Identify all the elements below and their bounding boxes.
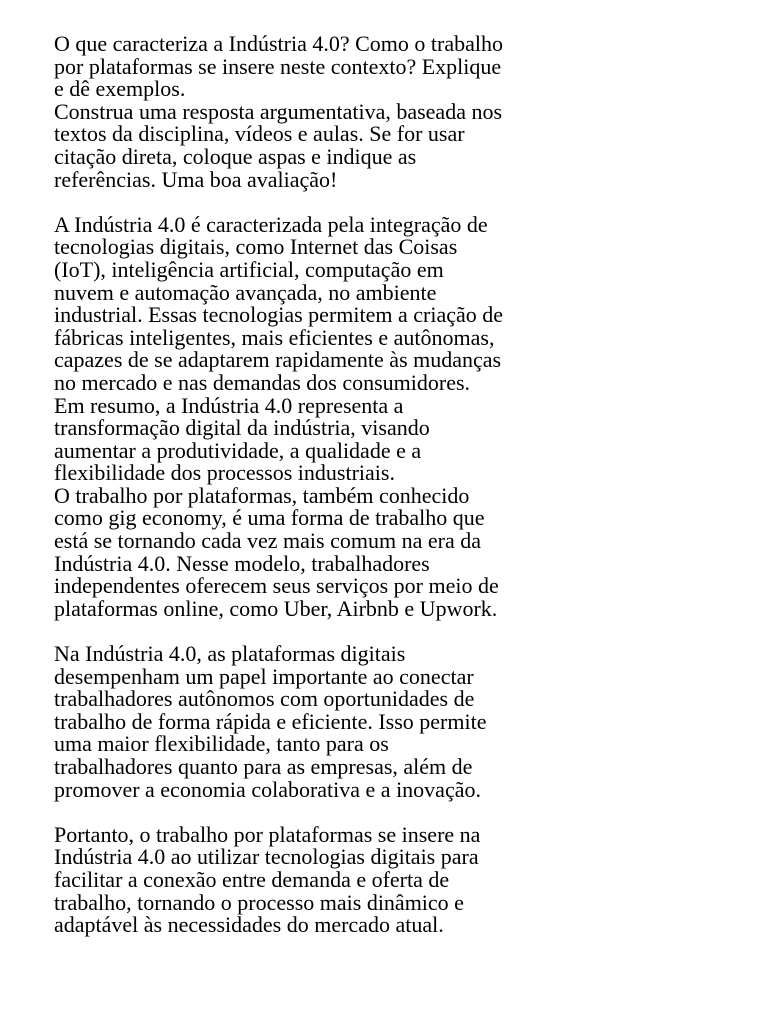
text-line: trabalhadores quanto para as empresas, além de — [54, 754, 473, 779]
question-prompt — [54, 33, 754, 191]
text-line: A Indústria 4.0 é caracterizada pela integração de — [54, 211, 488, 237]
text-line: trabalho, tornando o processo mais dinâmico e — [54, 889, 464, 915]
text-line: textos da disciplina, vídeos e aulas. Se for usar — [54, 121, 465, 147]
text-line: plataformas online, como Uber, Airbnb e Upwork. — [54, 595, 498, 621]
text-line: flexibilidade dos processos industriais. — [54, 460, 395, 486]
text-line: facilitar a conexão entre demanda e oferta de — [54, 866, 450, 892]
text-line: tecnologias digitais, como Internet das Coisas — [54, 234, 458, 260]
text-line: está se tornando cada vez mais comum na era da — [54, 528, 481, 554]
answer-paragraph-1 — [54, 211, 754, 621]
paragraph-gap — [54, 620, 754, 643]
text-line: capazes de se adaptarem rapidamente às mudanças — [54, 347, 502, 373]
text-line: Portanto, o trabalho por plataformas se insere na — [54, 821, 481, 847]
text-line: industrial. Essas tecnologias permitem a criação de — [54, 302, 504, 328]
text-line: transformação digital da indústria, visando — [54, 415, 430, 441]
text-line: como gig economy, é uma forma de trabalho que — [54, 505, 485, 531]
text-line: por plataformas se insere neste contexto? Explique — [54, 53, 502, 79]
text-line: citação direta, coloque aspas e indique as — [54, 143, 417, 169]
text-line: trabalhadores autônomos com oportunidades de — [54, 686, 475, 712]
text-line: trabalho de forma rápida e eficiente. Isso permite — [54, 708, 487, 734]
text-line: (IoT), inteligência artificial, computação em — [54, 256, 444, 282]
paragraph-gap — [54, 191, 754, 214]
text-line: desempenham um papel importante ao conectar — [54, 663, 474, 689]
text-line: Construa uma resposta argumentativa, baseada nos — [54, 98, 503, 124]
text-line: Indústria 4.0 ao utilizar tecnologias digitais para — [54, 844, 479, 870]
paragraph-gap — [54, 801, 754, 824]
text-line: nuvem e automação avançada, no ambiente — [54, 279, 437, 305]
text-line: referências. Uma boa avaliação! — [54, 166, 338, 192]
text-line: independentes oferecem seus serviços por meio de — [54, 573, 499, 599]
text-line: Na Indústria 4.0, as plataformas digitais — [54, 641, 406, 667]
text-line: fábricas inteligentes, mais eficientes e autônomas, — [54, 324, 495, 350]
text-line: uma maior flexibilidade, tanto para os — [54, 731, 389, 757]
answer-paragraph-3 — [54, 821, 754, 938]
text-line: no mercado e nas demandas dos consumidores. — [54, 369, 471, 395]
text-line: adaptável às necessidades do mercado atual. — [54, 912, 444, 938]
answer-paragraph-2 — [54, 643, 754, 801]
text-line: promover a economia colaborativa e a inovação. — [54, 776, 481, 802]
text-line: O que caracteriza a Indústria 4.0? Como o trabalho — [54, 31, 503, 56]
text-line: Em resumo, a Indústria 4.0 representa a — [54, 392, 404, 418]
text-line: aumentar a produtividade, a qualidade e a — [54, 437, 422, 463]
text-line: O trabalho por plataformas, também conhecido — [54, 482, 470, 508]
text-line: e dê exemplos. — [54, 76, 186, 102]
text-line: Indústria 4.0. Nesse modelo, trabalhadores — [54, 550, 430, 576]
document-page — [54, 33, 754, 937]
